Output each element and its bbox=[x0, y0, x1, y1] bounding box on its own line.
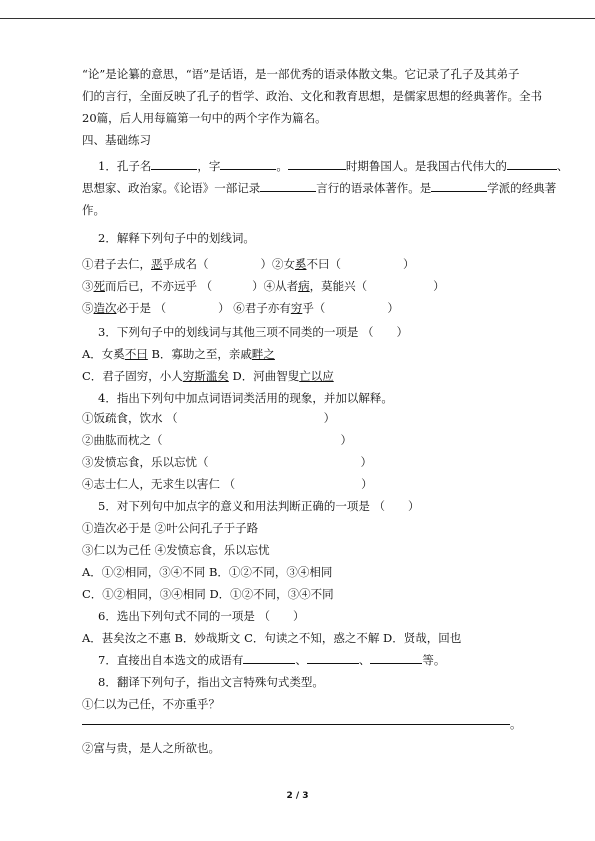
question-4-title: 4．指出下列句中加点词语词类活用的现象，并加以解释。 bbox=[98, 391, 393, 405]
question-3-options-ab: A．女奚不曰 B．寡助之至，亲戚畔之 bbox=[82, 347, 275, 361]
question-2-title: 2．解释下列句子中的划线词。 bbox=[98, 231, 255, 245]
question-8-sentence-1: ①仁以为己任，不亦重乎？ bbox=[82, 697, 220, 711]
section-title: 四、基础练习 bbox=[82, 133, 151, 147]
question-7: 7．直接出自本选文的成语有 、 、 等。 bbox=[98, 653, 446, 667]
question-2-row-1: ①君子去仁，恶乎成名（ ）②女奚不曰（ ） bbox=[82, 257, 415, 271]
question-1-line-1: 1．孔子名 ，字 。 时期鲁国人。是我国古代伟大的 、 bbox=[98, 159, 569, 173]
answer-blank[interactable] bbox=[220, 158, 276, 170]
answer-blank[interactable] bbox=[307, 652, 359, 664]
answer-blank[interactable] bbox=[507, 158, 557, 170]
question-5-row-1: ①造次必于是 ②叶公问孔子于子路 bbox=[82, 521, 259, 535]
question-2-row-3: ⑤造次必于是 （ ） ⑥君子亦有穷乎（ ） bbox=[82, 301, 399, 315]
answer-blank[interactable] bbox=[288, 158, 346, 170]
question-5-row-2: ③仁以为己任 ④发愤忘食，乐以忘忧 bbox=[82, 543, 270, 557]
question-3-title: 3．下列句子中的划线词与其他三项不同类的一项是 （ ） bbox=[98, 325, 408, 339]
answer-blank[interactable] bbox=[370, 652, 422, 664]
question-4-item-4: ④志士仁人，无求生以害仁 （ ） bbox=[82, 477, 373, 491]
question-5-options-cd: C．①②相同，③④相同 D．①②不同，③④不同 bbox=[82, 587, 334, 601]
question-5-title: 5．对下列句中加点字的意义和用法判断正确的一项是 （ ） bbox=[98, 499, 420, 513]
answer-line[interactable] bbox=[82, 724, 510, 725]
question-4-item-2: ②曲肱而枕之（ ） bbox=[82, 433, 352, 447]
question-3-options-cd: C．君子固穷，小人穷斯滥矣 D．河曲智叟亡以应 bbox=[82, 369, 334, 383]
question-1-line-3: 作。 bbox=[82, 203, 105, 217]
question-8-sentence-2: ②富与贵，是人之所欲也。 bbox=[82, 741, 220, 755]
question-8-title: 8．翻译下列句子，指出文言特殊句式类型。 bbox=[98, 675, 324, 689]
question-4-item-3: ③发愤忘食，乐以忘忧（ ） bbox=[82, 455, 372, 469]
answer-line-period: 。 bbox=[510, 717, 522, 731]
question-2-row-2: ③死而后已，不亦远乎 （ ）④从者病，莫能兴（ ） bbox=[82, 279, 445, 293]
question-5-options-ab: A．①②相同，③④不同 B．①②不同，③④相同 bbox=[82, 565, 333, 579]
intro-line-3: 20篇，后人用每篇第一句中的两个字作为篇名。 bbox=[82, 111, 327, 125]
question-1-line-2: 思想家、政治家。《论语》一部记录 言行的语录体著作。是 学派的经典著 bbox=[82, 181, 557, 195]
question-4-item-1: ①饭疏食，饮水 （ ） bbox=[82, 411, 336, 425]
question-6-options: A．甚矣汝之不惠 B．妙哉斯文 C．句读之不知，惑之不解 D．贤哉，回也 bbox=[82, 631, 462, 645]
answer-blank[interactable] bbox=[431, 180, 487, 192]
intro-line-2: 们的言行，全面反映了孔子的哲学、政治、文化和教育思想，是儒家思想的经典著作。全书 bbox=[82, 89, 542, 103]
header-rule bbox=[0, 18, 595, 19]
page-number: 2 / 3 bbox=[286, 791, 309, 801]
question-6-title: 6．选出下列句式不同的一项是 （ ） bbox=[98, 609, 305, 623]
answer-blank[interactable] bbox=[151, 158, 197, 170]
answer-blank[interactable] bbox=[260, 180, 316, 192]
intro-line-1: “论”是论纂的意思，“语”是话语，是一部优秀的语录体散文集。它记录了孔子及其弟子 bbox=[82, 67, 520, 81]
answer-blank[interactable] bbox=[243, 652, 295, 664]
